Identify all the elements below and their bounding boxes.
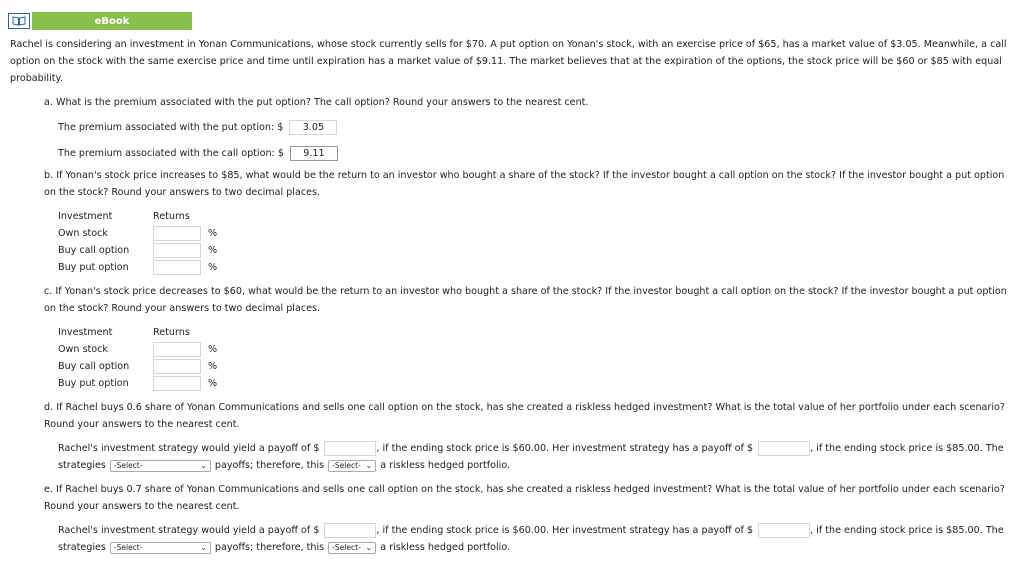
- d-text: , if the ending stock price is $60.00. Her investment strategy has a payoff of $: [376, 443, 754, 454]
- put-premium-row: [58, 119, 337, 136]
- chevron-down-icon: ⌄: [200, 543, 207, 552]
- percent-unit: %: [208, 262, 218, 273]
- b-put-input[interactable]: [153, 260, 201, 275]
- select-value: -Select-: [113, 543, 143, 552]
- d-text: , if the ending stock price is $85.00. The: [810, 443, 1004, 454]
- call-premium-label: The premium associated with the call option: $: [58, 148, 284, 159]
- e-strategies-select[interactable]: [110, 542, 211, 554]
- c-col-investment: Investment: [58, 327, 113, 338]
- d-strategies-select[interactable]: [110, 460, 211, 472]
- d-answer-line-1: [58, 440, 1004, 457]
- b-call-input[interactable]: [153, 243, 201, 258]
- e-answer-line-1: [58, 522, 1004, 539]
- b-col-returns: Returns: [153, 211, 190, 222]
- e-text: , if the ending stock price is $60.00. Her investment strategy has a payoff of $: [376, 525, 754, 536]
- select-value: -Select-: [332, 543, 361, 552]
- c-put-input[interactable]: [153, 376, 201, 391]
- question-d-prompt: d. If Rachel buys 0.6 share of Yonan Communications and sells one call option on the stock, has she created a riskless hedged investment? What is the total value of her portfolio under each scenario? Round your answers to the nearest cent.: [44, 402, 1005, 430]
- b-row-label: Buy call option: [58, 245, 130, 256]
- c-row-label: Buy call option: [58, 361, 130, 372]
- put-premium-label: The premium associated with the put option: $: [58, 122, 284, 133]
- b-col-investment: Investment: [58, 211, 113, 222]
- b-own-stock-input[interactable]: [153, 226, 201, 241]
- select-value: -Select-: [113, 461, 143, 470]
- e-payoff-85-input[interactable]: [758, 523, 810, 538]
- e-text: a riskless hedged portfolio.: [380, 542, 511, 553]
- e-text: Rachel's investment strategy would yield a payoff of $: [58, 525, 320, 536]
- question-b-prompt: b. If Yonan's stock price increases to $85, what would be the return to an investor who bought a share of the stock? If the investor bought a call option on the stock? If the investor bought a put option on the stock? Round your answers to two decimal places.: [44, 170, 1005, 198]
- e-text: payoffs; therefore, this: [214, 542, 325, 553]
- ebook-bar[interactable]: [8, 12, 192, 30]
- c-row-label: Buy put option: [58, 378, 129, 389]
- percent-unit: %: [208, 361, 218, 372]
- chevron-down-icon: ⌄: [200, 461, 207, 470]
- d-text: strategies: [58, 460, 106, 471]
- question-e-prompt: e. If Rachel buys 0.7 share of Yonan Communications and sells one call option on the stock, has she created a riskless hedged investment? What is the total value of her portfolio under each scenario? Round your answers to the nearest cent.: [44, 484, 1005, 512]
- question-a-prompt: a. What is the premium associated with the put option? The call option? Round your answers to the nearest cent.: [44, 97, 589, 108]
- ebook-button[interactable]: eBook: [32, 12, 192, 30]
- d-text: a riskless hedged portfolio.: [380, 460, 511, 471]
- d-answer-line-2: [58, 457, 510, 474]
- problem-intro: Rachel is considering an investment in Yonan Communications, whose stock currently sells for $70. A put option on Yonan's stock, with an exercise price of $65, has a market value of $3.05. Meanwhile, a call option on the stock with the same exercise price and time until expiration has a market value of $9.11. The market believes that at the expiration of the options, the stock price will be $60 or $85 with equal probability.: [10, 39, 1007, 84]
- e-text: , if the ending stock price is $85.00. The: [810, 525, 1004, 536]
- e-answer-line-2: [58, 539, 510, 556]
- c-call-input[interactable]: [153, 359, 201, 374]
- b-row-label: Own stock: [58, 228, 108, 239]
- e-hedge-select[interactable]: [328, 542, 376, 554]
- d-text: Rachel's investment strategy would yield a payoff of $: [58, 443, 320, 454]
- chevron-down-icon: ⌄: [365, 543, 373, 552]
- d-payoff-60-input[interactable]: [324, 441, 376, 456]
- percent-unit: %: [208, 378, 218, 389]
- call-premium-input[interactable]: 9.11: [290, 146, 338, 161]
- percent-unit: %: [208, 228, 218, 239]
- percent-unit: %: [208, 344, 218, 355]
- chevron-down-icon: ⌄: [365, 461, 373, 470]
- call-premium-row: [58, 145, 338, 162]
- b-row-label: Buy put option: [58, 262, 129, 273]
- d-hedge-select[interactable]: [328, 460, 376, 472]
- c-row-label: Own stock: [58, 344, 108, 355]
- c-col-returns: Returns: [153, 327, 190, 338]
- d-payoff-85-input[interactable]: [758, 441, 810, 456]
- select-value: -Select-: [332, 461, 361, 470]
- c-own-stock-input[interactable]: [153, 342, 201, 357]
- percent-unit: %: [208, 245, 218, 256]
- e-text: strategies: [58, 542, 106, 553]
- question-c-prompt: c. If Yonan's stock price decreases to $60, what would be the return to an investor who bought a share of the stock? If the investor bought a call option on the stock? If the investor bought a put option on the stock? Round your answers to two decimal places.: [44, 286, 1007, 314]
- put-premium-input[interactable]: 3.05: [289, 120, 337, 135]
- book-icon: [8, 13, 30, 29]
- e-payoff-60-input[interactable]: [324, 523, 376, 538]
- d-text: payoffs; therefore, this: [214, 460, 325, 471]
